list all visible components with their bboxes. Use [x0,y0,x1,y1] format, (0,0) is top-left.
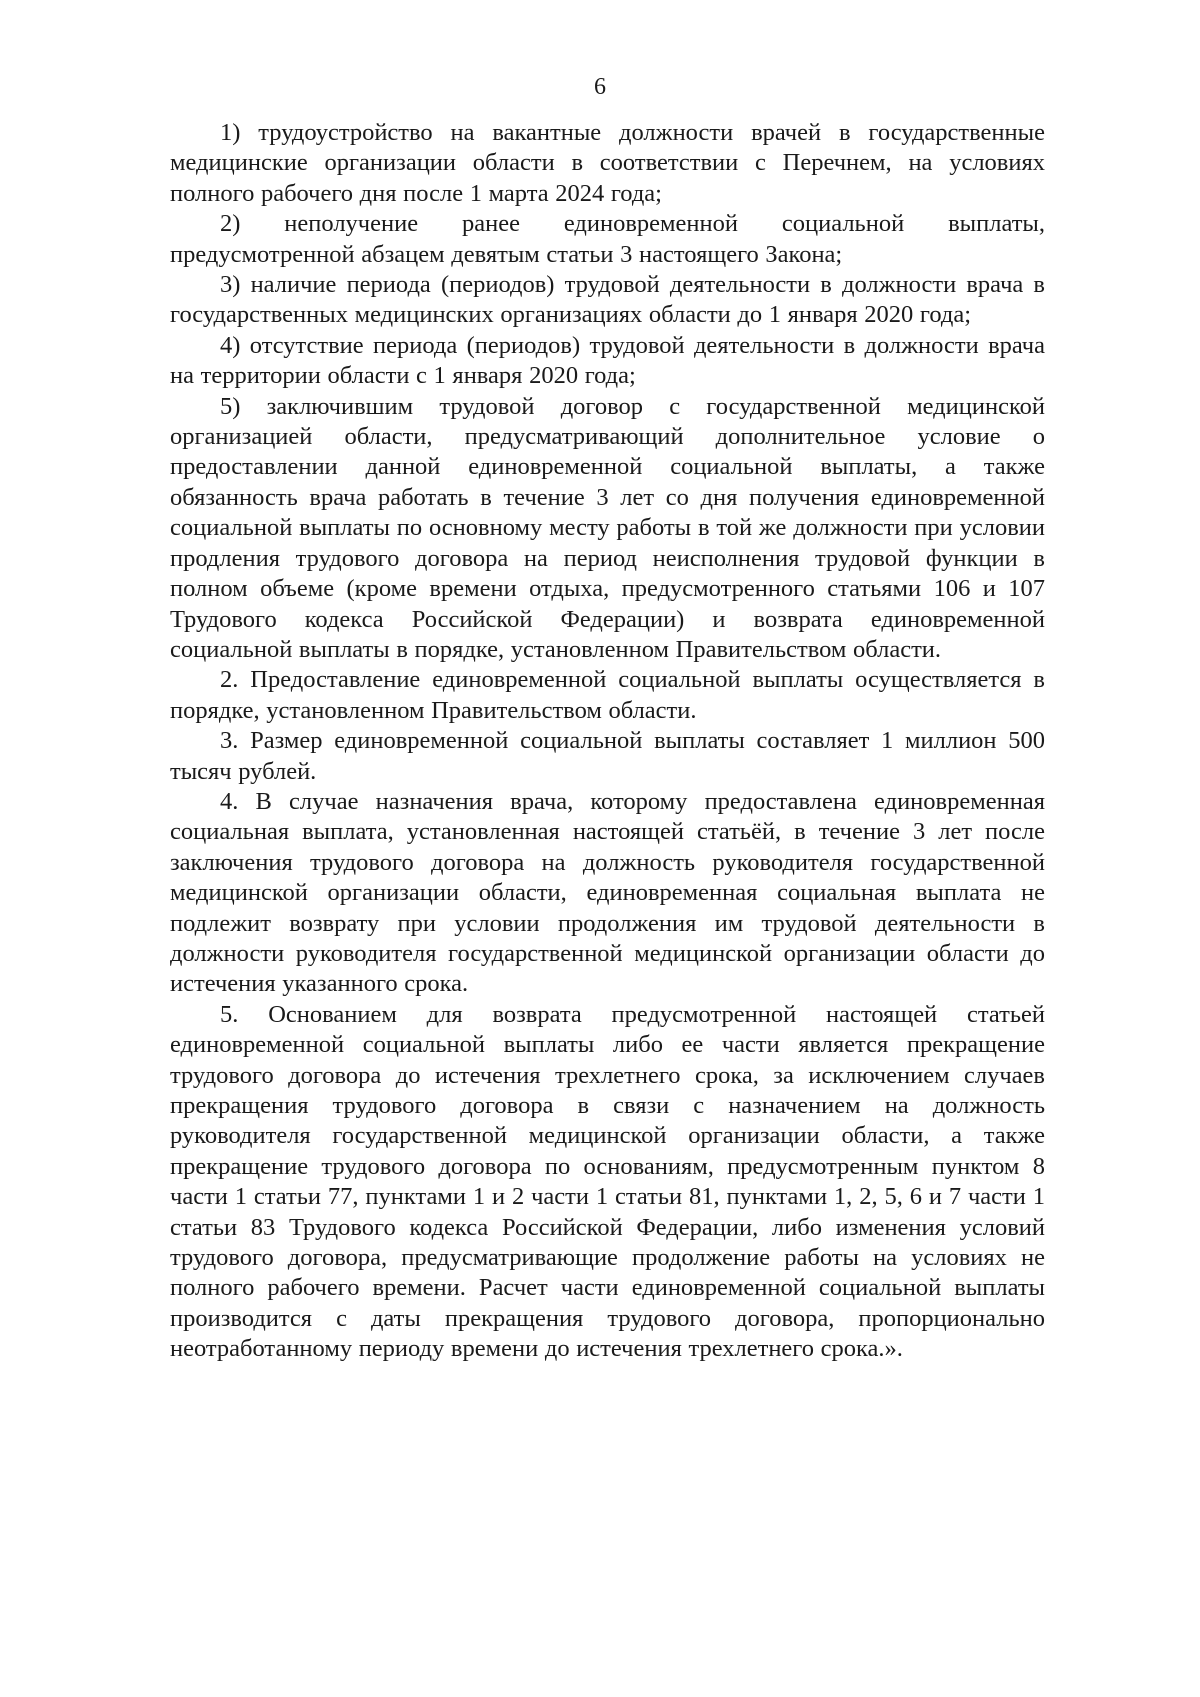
page-number: 6 [594,74,606,100]
paragraph-condition-2: 2) неполучение ранее единовременной социальной выплаты, предусмотренной абзацем девятым статьи 3 настоящего Закона; [170,210,1045,268]
paragraph-section-5: 5. Основанием для возврата предусмотренной настоящей статьей единовременной социальной выплаты либо ее части является прекращение трудового договора до истечения трехлетнего срока, за исключением случаев прекращения трудового договора в связи с назначением на должность руководителя государственной медицинской организации области, а также прекращение трудового договора по основаниям, предусмотренным пунктом 8 части 1 статьи 77, пунктами 1 и 2 части 1 статьи 81, пунктами 1, 2, 5, 6 и 7 части 1 статьи 83 Трудового кодекса Российской Федерации, либо изменения условий трудового договора, предусматривающие продолжение работы на условиях не полного рабочего времени. Расчет части единовременной социальной выплаты производится с даты прекращения трудового договора, пропорционально неотработанному периоду времени до истечения трехлетнего срока.». [170,1000,1045,1363]
paragraph-condition-3: 3) наличие периода (периодов) трудовой деятельности в должности врача в государственных медицинских организациях области до 1 января 2020 года; [170,271,1045,329]
paragraph-condition-4: 4) отсутствие периода (периодов) трудовой деятельности в должности врача на территории области с 1 января 2020 года; [170,331,1045,390]
paragraph-section-2: 2. Предоставление единовременной социальной выплаты осуществляется в порядке, установленном Правительством области. [170,666,1045,724]
paragraph-condition-5: 5) заключившим трудовой договор с государственной медицинской организацией области, предусматривающий дополнительное условие о предоставлении данной единовременной социальной выплаты, а также обязанность врача работать в течение 3 лет со дня получения единовременной социальной выплаты по основному месту работы в той же должности при условии продления трудового договора на период неисполнения трудовой функции в полном объеме (кроме времени отдыха, предусмотренного статьями 106 и 107 Трудового кодекса Российской Федерации) и возврата единовременной социальной выплаты в порядке, установленном Правительством области. [170,392,1045,663]
document-body [170,118,1045,1365]
paragraph-condition-1: 1) трудоустройство на вакантные должности врачей в государственные медицинские организации области в соответствии с Перечнем, на условиях полного рабочего дня после 1 марта 2024 года; [170,119,1045,207]
paragraph-section-3: 3. Размер единовременной социальной выплаты составляет 1 миллион 500 тысяч рублей. [170,727,1045,785]
paragraph-section-4: 4. В случае назначения врача, которому предоставлена единовременная социальная выплата, установленная настоящей статьёй, в течение 3 лет после заключения трудового договора на должность руководителя государственной медицинской организации области, единовременная социальная выплата не подлежит возврату при условии продолжения им трудовой деятельности в должности руководителя государственной медицинской организации области до истечения указанного срока. [170,787,1045,998]
